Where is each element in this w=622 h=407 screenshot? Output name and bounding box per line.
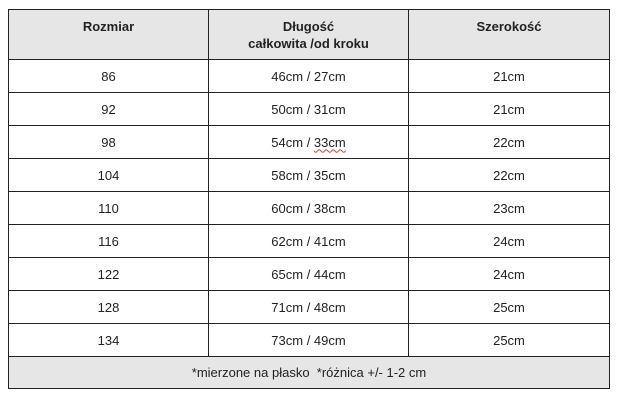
length-separator: / bbox=[303, 68, 314, 84]
size-cell: 98 bbox=[9, 126, 209, 159]
length-inseam: 41cm bbox=[313, 233, 346, 249]
length-inseam: 31cm bbox=[313, 101, 346, 117]
length-cell bbox=[209, 324, 409, 357]
length-separator: / bbox=[303, 233, 314, 249]
size-cell: 86 bbox=[9, 60, 209, 93]
length-inseam: 27cm bbox=[313, 68, 346, 84]
header-width bbox=[409, 10, 610, 60]
header-size bbox=[9, 10, 209, 60]
length-separator: / bbox=[303, 200, 314, 216]
width-cell: 22cm bbox=[409, 159, 610, 192]
table-row bbox=[9, 258, 610, 291]
width-cell: 24cm bbox=[409, 225, 610, 258]
length-cell bbox=[209, 225, 409, 258]
table-row bbox=[9, 159, 610, 192]
length-total: 71cm bbox=[271, 299, 304, 315]
length-total: 50cm bbox=[271, 101, 304, 117]
note-row bbox=[9, 357, 610, 389]
length-separator: / bbox=[303, 134, 314, 150]
table-row bbox=[9, 126, 610, 159]
size-cell: 110 bbox=[9, 192, 209, 225]
table-row bbox=[9, 225, 610, 258]
length-total: 62cm bbox=[271, 233, 304, 249]
width-cell: 22cm bbox=[409, 126, 610, 159]
width-cell: 25cm bbox=[409, 291, 610, 324]
length-cell bbox=[209, 291, 409, 324]
measurement-note bbox=[9, 357, 610, 389]
length-inseam: 49cm bbox=[313, 332, 346, 348]
length-separator: / bbox=[303, 332, 314, 348]
length-total: 46cm bbox=[271, 68, 304, 84]
length-total: 65cm bbox=[271, 266, 304, 282]
header-size-label: Rozmiar bbox=[82, 19, 135, 34]
length-cell bbox=[209, 60, 409, 93]
size-cell: 104 bbox=[9, 159, 209, 192]
header-length-line1: Długość bbox=[282, 19, 335, 34]
header-row bbox=[9, 10, 610, 60]
length-inseam: 33cm bbox=[313, 134, 346, 150]
length-separator: / bbox=[303, 167, 314, 183]
length-cell bbox=[209, 126, 409, 159]
table-row bbox=[9, 324, 610, 357]
measurement-note-text: *mierzone na płasko *różnica +/- 1-2 cm bbox=[191, 365, 427, 380]
length-separator: / bbox=[303, 299, 314, 315]
header-width-label: Szerokość bbox=[476, 19, 542, 34]
header-length-line2: całkowita /od kroku bbox=[248, 36, 369, 51]
length-inseam: 44cm bbox=[313, 266, 346, 282]
width-cell: 23cm bbox=[409, 192, 610, 225]
length-inseam: 35cm bbox=[313, 167, 346, 183]
width-cell: 21cm bbox=[409, 93, 610, 126]
width-cell: 25cm bbox=[409, 324, 610, 357]
length-cell bbox=[209, 258, 409, 291]
length-inseam: 48cm bbox=[313, 299, 346, 315]
width-cell: 24cm bbox=[409, 258, 610, 291]
header-length bbox=[209, 10, 409, 60]
table-row bbox=[9, 93, 610, 126]
length-inseam: 38cm bbox=[313, 200, 346, 216]
size-cell: 116 bbox=[9, 225, 209, 258]
width-cell: 21cm bbox=[409, 60, 610, 93]
length-cell bbox=[209, 159, 409, 192]
length-total: 58cm bbox=[271, 167, 304, 183]
length-separator: / bbox=[303, 101, 314, 117]
size-cell: 128 bbox=[9, 291, 209, 324]
size-chart-table bbox=[8, 9, 610, 389]
length-total: 60cm bbox=[271, 200, 304, 216]
size-cell: 92 bbox=[9, 93, 209, 126]
length-separator: / bbox=[303, 266, 314, 282]
length-total: 73cm bbox=[271, 332, 304, 348]
table-row bbox=[9, 192, 610, 225]
length-total: 54cm bbox=[271, 134, 304, 150]
table-row bbox=[9, 60, 610, 93]
size-cell: 122 bbox=[9, 258, 209, 291]
table-row bbox=[9, 291, 610, 324]
length-cell bbox=[209, 192, 409, 225]
length-cell bbox=[209, 93, 409, 126]
size-cell: 134 bbox=[9, 324, 209, 357]
